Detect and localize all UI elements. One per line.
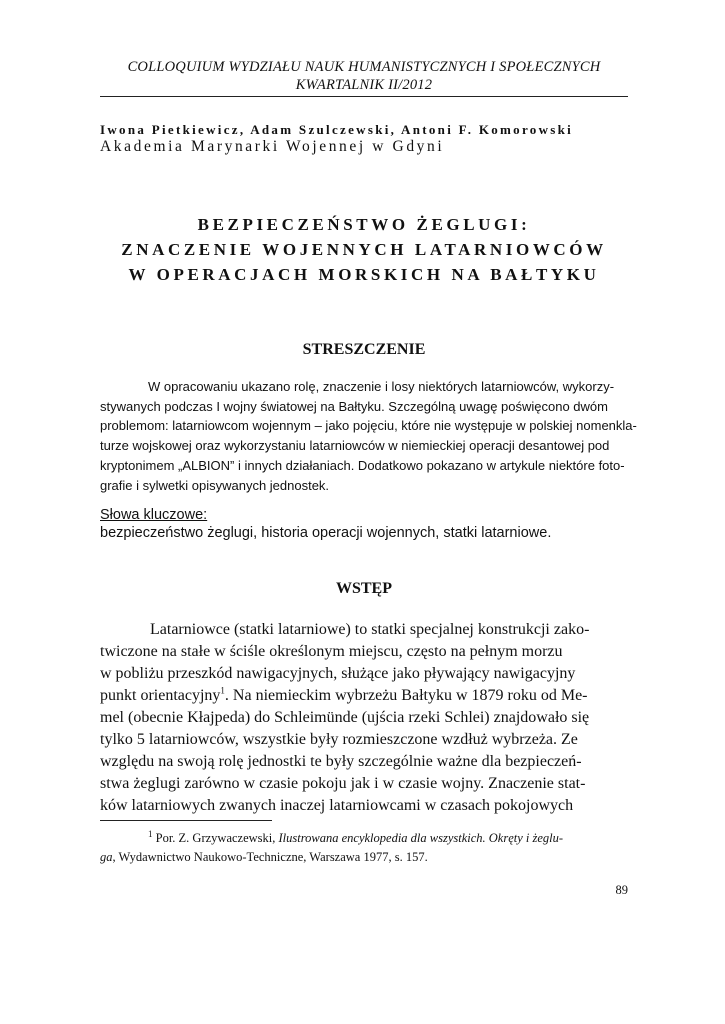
footnote-publisher: , Wydawnictwo Naukowo-Techniczne, Warszawa 1977, s. 157. — [112, 850, 428, 864]
footnote-line — [100, 848, 628, 867]
author-affiliation: Akademia Marynarki Wojennej w Gdyni — [100, 138, 445, 155]
introduction-text — [100, 619, 628, 817]
footnote-book-title: Ilustrowana encyklopedia dla wszystkich. Okręty i żeglu- — [278, 831, 564, 845]
abstract-line: kryptonimem „ALBION” i innych działaniach. Dodatkowo pokazano w artykule niektóre foto- — [100, 457, 625, 473]
article-title — [80, 212, 648, 287]
body-line — [100, 685, 628, 707]
title-line: ZNACZENIE WOJENNYCH LATARNIOWCÓW — [121, 240, 607, 259]
footnote-line — [100, 829, 628, 848]
page-number: 89 — [615, 883, 628, 897]
footnote-book-title-end: ga — [100, 850, 113, 864]
body-line-part: punkt orientacyjny — [100, 687, 221, 704]
author-names: Iwona Pietkiewicz, Adam Szulczewski, Antoni F. Komorowski — [100, 122, 574, 137]
header-rule — [100, 96, 628, 97]
title-line: W OPERACJACH MORSKICH NA BAŁTYKU — [128, 265, 600, 284]
abstract-text — [100, 377, 637, 495]
body-line: Latarniowce (statki latarniowe) to statki specjalnej konstrukcji zako- — [150, 621, 590, 638]
abstract-line: problemom: latarniowcom wojennym – jako pojęciu, które nie występuje w polskiej nomenkla- — [100, 418, 637, 434]
abstract-line: grafie i sylwetki opisywanych jednostek. — [100, 477, 330, 493]
body-line: w pobliżu przeszkód nawigacyjnych, służące jako pływający nawigacyjny — [100, 665, 576, 682]
keywords-label: Słowa kluczowe: — [100, 507, 208, 523]
body-line-part: Na niemieckim wybrzeżu Bałtyku w 1879 roku od Me- — [232, 687, 588, 704]
journal-name: COLLOQUIUM WYDZIAŁU NAUK HUMANISTYCZNYCH I SPOŁECZNYCH — [127, 59, 601, 75]
abstract-line: stywanych podczas I wojny światowej na Bałtyku. Szczególną uwagę poświęcono dwóm — [100, 398, 608, 414]
abstract-line: turze wojskowej oraz wykorzystaniu latarniowców w niemieckiej operacji desantowej pod — [100, 438, 610, 454]
body-line: tylko 5 latarniowców, wszystkie były rozmieszczone wzdłuż wybrzeża. Ze — [100, 731, 578, 748]
body-line: stwa żeglugi zarówno w czasie pokoju jak i w czasie wojny. Znaczenie stat- — [100, 775, 586, 792]
footnote — [100, 829, 628, 867]
journal-header — [100, 58, 628, 94]
body-line: twiczone na stałe w ściśle określonym miejscu, często na pełnym morzu — [100, 643, 563, 660]
body-line: względu na swoją rolę jednostki te były szczególnie ważne dla bezpieczeń- — [100, 753, 582, 770]
footnote-number: 1 — [148, 828, 153, 839]
abstract-heading: STRESZCZENIE — [302, 341, 426, 358]
footnote-rule — [100, 820, 272, 821]
sentence-break: . — [224, 687, 233, 704]
abstract-line: W opracowaniu ukazano rolę, znaczenie i losy niektórych latarniowców, wykorzy- — [148, 379, 615, 394]
title-line: BEZPIECZEŃSTWO ŻEGLUGI: — [197, 215, 531, 234]
footnote-prefix: Por. Z. Grzywaczewski, — [155, 831, 276, 845]
body-line: mel (obecnie Kłajpeda) do Schleimünde (ujścia rzeki Schlei) znajdowało się — [100, 709, 590, 726]
footnote-reference[interactable]: 1 — [220, 685, 225, 696]
keywords-text: bezpieczeństwo żeglugi, historia operacji wojennych, statki latarniowe. — [100, 525, 552, 541]
journal-issue: KWARTALNIK II/2012 — [295, 77, 433, 93]
body-line: ków latarniowych zwanych inaczej latarniowcami w czasach pokojowych — [100, 797, 574, 814]
introduction-heading: WSTĘP — [335, 580, 392, 597]
